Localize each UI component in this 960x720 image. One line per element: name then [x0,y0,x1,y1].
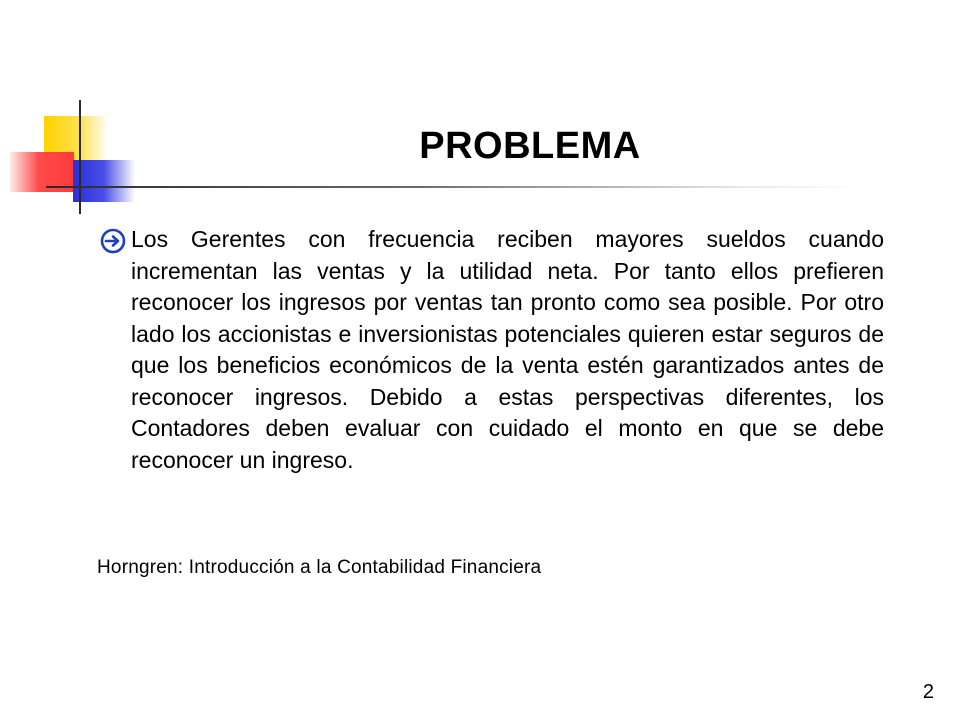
vertical-rule [79,100,81,214]
slide-title: PROBLEMA [419,125,641,167]
arrow-right-icon [100,228,126,254]
corner-logo [0,0,200,230]
blue-square [73,160,135,202]
bullet-list [100,224,884,476]
title-underline-rule [46,186,866,188]
source-citation: Horngren: Introducción a la Contabilidad Financiera [97,557,542,578]
bullet-text: Los Gerentes con frecuencia reciben mayores sueldos cuando incrementan las ventas y la utilidad neta. Por tanto ellos prefieren reconocer los ingresos por ventas tan pronto como sea posible. Por otro lado los accionistas e inversionistas potenciales quieren estar seguros de que los beneficios económicos de la venta estén garantizados antes de reconocer ingresos. Debido a estas perspectivas diferentes, los Contadores deben evaluar con cuidado el monto en que se debe reconocer un ingreso. [131,226,884,473]
bullet-item [100,224,884,476]
page-number: 2 [922,681,934,703]
